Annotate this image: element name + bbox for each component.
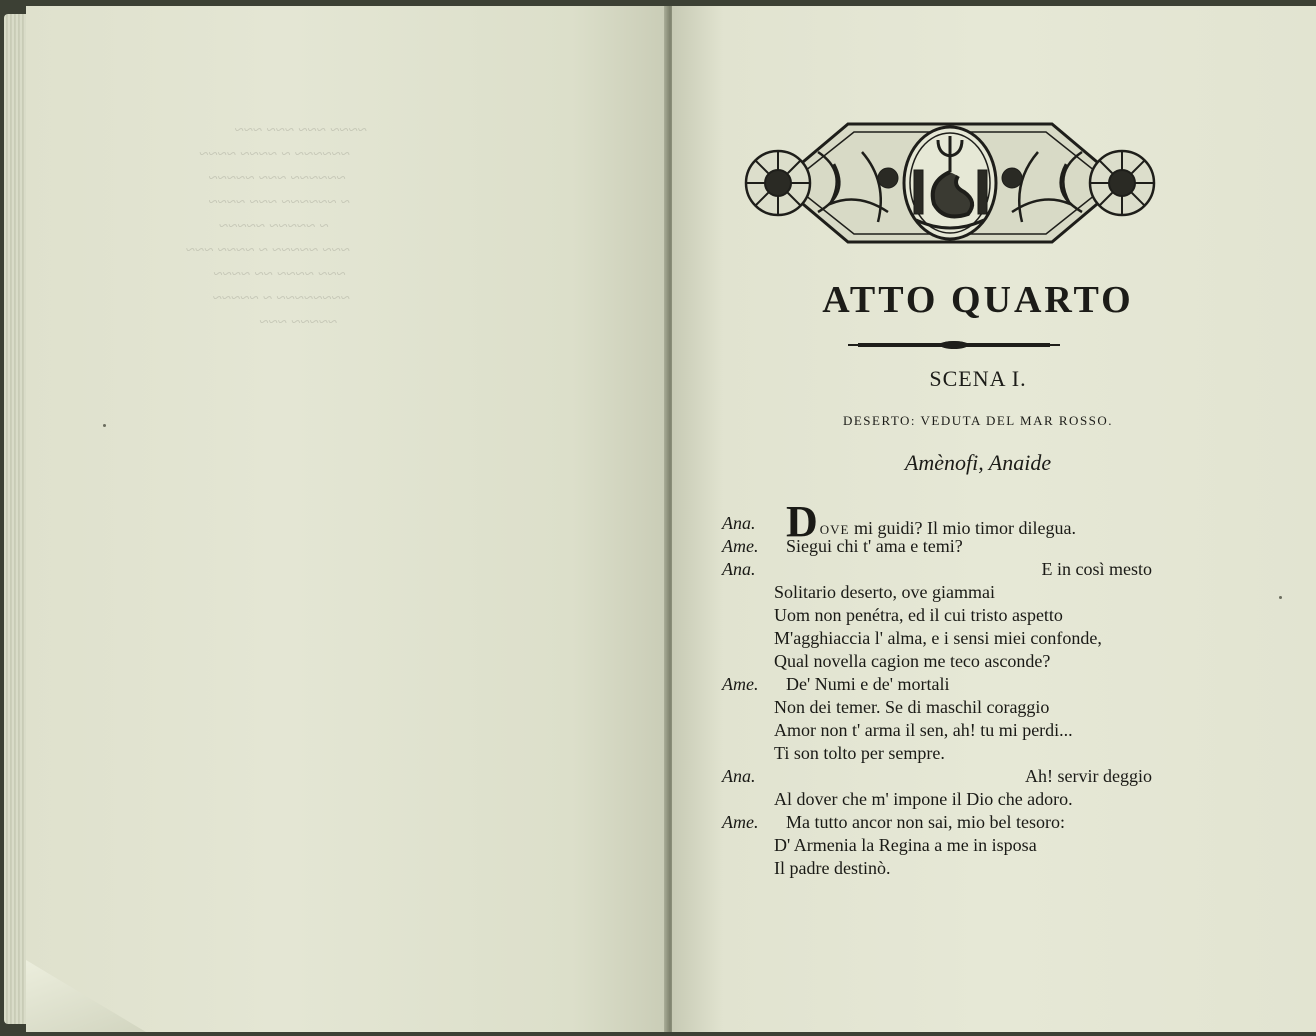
title-rule-icon — [848, 338, 1060, 352]
show-through-text: ~~~~ ~~~ ~~~ ~~~ ~~~~~~ ~ ~~~~ ~~~~ ~~~~~~ ~~~ ~~~~~ ~ ~~~~~~ ~~~ ~~~~ ~ ~~~~~ ~~~~~ ~~~ ~~~~~ ~ ~~~~ ~~~ ~~~ ~~~~ ~~ ~~~~ ~~~~~~~~ ~ ~~~~~ ~~~~~ ~~~ — [186, 120, 368, 331]
line-text: Ti son tolto per sempre. — [774, 743, 945, 763]
line-text: Uom non penétra, ed il cui tristo aspetto — [774, 605, 1063, 625]
dialogue-line — [722, 811, 1202, 834]
drop-cap: D — [786, 497, 818, 546]
speaker-label: Ame. — [722, 674, 759, 694]
act-title: ATTO QUARTO — [822, 279, 1134, 321]
line-text: E in così mesto — [1041, 559, 1152, 579]
paper-speck — [1279, 596, 1282, 599]
line-text: Qual novella cagion me teco asconde? — [774, 651, 1051, 671]
dialogue-line — [722, 696, 1202, 719]
line-text: De' Numi e de' mortali — [786, 674, 950, 694]
dialogue-line — [722, 558, 1202, 581]
line-text: Al dover che m' impone il Dio che adoro. — [774, 789, 1073, 809]
dialogue-line — [722, 673, 1202, 696]
dialogue-line — [722, 834, 1202, 857]
ornament-headpiece-icon — [738, 112, 1162, 254]
line-text: Amor non t' arma il sen, ah! tu mi perdi... — [774, 720, 1073, 740]
scene-characters: Amènofi, Anaide — [904, 450, 1052, 475]
line-text: Non dei temer. Se di maschil coraggio — [774, 697, 1050, 717]
scene-setting: DESERTO: VEDUTA DEL MAR ROSSO. — [842, 413, 1114, 428]
small-caps-text: OVE — [819, 522, 850, 537]
dialogue-line — [722, 627, 1202, 650]
line-text: Siegui chi t' ama e temi? — [786, 536, 963, 556]
line-text: D' Armenia la Regina a me in isposa — [774, 835, 1037, 855]
speaker-label: Ana. — [722, 559, 756, 579]
speaker-label: Ana. — [722, 766, 756, 786]
speaker-label: Ana. — [722, 513, 756, 533]
left-page — [26, 6, 668, 1032]
paper-speck — [103, 424, 106, 427]
dialogue-block — [722, 497, 1202, 880]
line-text: Ah! servir deggio — [1025, 766, 1152, 786]
scene-heading: SCENA I. — [929, 366, 1027, 391]
speaker-label: Ame. — [722, 812, 759, 832]
dialogue-line — [722, 742, 1202, 765]
line-text: Solitario deserto, ove giammai — [774, 582, 995, 602]
dialogue-line — [722, 604, 1202, 627]
dialogue-line — [722, 788, 1202, 811]
dialogue-line — [722, 857, 1202, 880]
dialogue-line — [722, 581, 1202, 604]
line-text: Ma tutto ancor non sai, mio bel tesoro: — [786, 812, 1065, 832]
speaker-label: Ame. — [722, 536, 759, 556]
dialogue-line — [722, 765, 1202, 788]
dialogue-line — [722, 650, 1202, 673]
line-text: M'agghiaccia l' alma, e i sensi miei confonde, — [774, 628, 1102, 648]
dialogue-line — [722, 535, 1202, 558]
line-text: mi guidi? Il mio timor dilegua. — [849, 518, 1076, 538]
dialogue-line — [722, 719, 1202, 742]
line-text: Il padre destinò. — [774, 858, 891, 878]
